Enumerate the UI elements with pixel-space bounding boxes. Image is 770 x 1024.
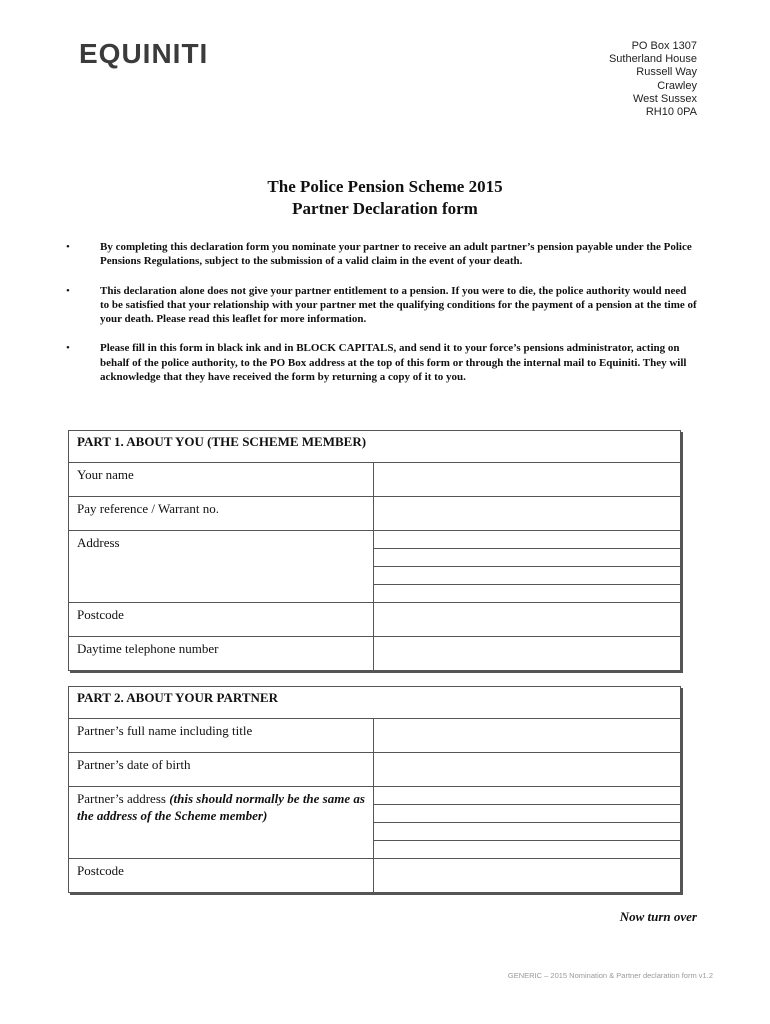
partner-name-label: Partner’s full name including title bbox=[69, 719, 374, 752]
postcode-field[interactable] bbox=[374, 603, 680, 636]
address-line: Russell Way bbox=[636, 66, 697, 79]
part2-table bbox=[68, 686, 681, 893]
address-field[interactable] bbox=[374, 531, 680, 602]
your-name-field[interactable] bbox=[374, 463, 680, 496]
address-line: West Sussex bbox=[633, 92, 697, 105]
pay-reference-row bbox=[69, 496, 680, 530]
address-line: RH10 0PA bbox=[645, 106, 697, 119]
daytime-phone-row bbox=[69, 636, 680, 670]
turn-over-note: Now turn over bbox=[619, 909, 697, 924]
partner-dob-field[interactable] bbox=[374, 753, 680, 786]
equiniti-logo: EQUINITI bbox=[79, 38, 209, 69]
daytime-phone-field[interactable] bbox=[374, 637, 680, 670]
instruction-item: • Please fill in this form in black ink and in BLOCK CAPITALS, and send it to your force’s pensions administrator, acting on behalf of the police authority, to the PO Box address at the top of this form or through the internal mail to Equiniti. They will acknowledge that they have received the form by returning a copy of it to you. bbox=[66, 342, 687, 384]
partner-name-field[interactable] bbox=[374, 719, 680, 752]
address-line: Crawley bbox=[657, 79, 697, 92]
partner-dob-row bbox=[69, 752, 680, 786]
partner-address-row bbox=[69, 786, 680, 858]
document-reference: GENERIC – 2015 Nomination & Partner declaration form v1.2 bbox=[507, 971, 713, 980]
address-line: PO Box 1307 bbox=[631, 40, 697, 52]
address-line-field[interactable] bbox=[374, 566, 680, 584]
pay-reference-label: Pay reference / Warrant no. bbox=[69, 497, 374, 530]
your-name-row bbox=[69, 463, 680, 496]
part1-table bbox=[68, 430, 681, 671]
your-name-label: Your name bbox=[69, 463, 374, 496]
bullet-icon: • bbox=[66, 241, 70, 253]
address-line-field[interactable] bbox=[374, 531, 680, 548]
address-line: Sutherland House bbox=[608, 53, 697, 66]
address-label: Address bbox=[69, 531, 374, 602]
pay-reference-field[interactable] bbox=[374, 497, 680, 530]
postcode-label: Postcode bbox=[69, 603, 374, 636]
postcode-row bbox=[69, 602, 680, 636]
address-line-field[interactable] bbox=[374, 822, 680, 840]
partner-address-note: (this should normally be the same as the address of the Scheme member) bbox=[77, 791, 365, 823]
title-line-1: The Police Pension Scheme 2015 bbox=[267, 177, 503, 196]
address-row bbox=[69, 530, 680, 602]
partner-postcode-field[interactable] bbox=[374, 859, 680, 892]
document-title bbox=[0, 176, 770, 220]
partner-name-row bbox=[69, 719, 680, 752]
part1-title: PART 1. ABOUT YOU (THE SCHEME MEMBER) bbox=[69, 431, 680, 463]
address-line-field[interactable] bbox=[374, 548, 680, 566]
address-line-field[interactable] bbox=[374, 804, 680, 822]
address-line-field[interactable] bbox=[374, 840, 680, 858]
return-address bbox=[609, 40, 697, 119]
partner-postcode-label: Postcode bbox=[69, 859, 374, 892]
title-line-2: Partner Declaration form bbox=[292, 199, 478, 218]
part2-title: PART 2. ABOUT YOUR PARTNER bbox=[69, 687, 680, 719]
bullet-icon: • bbox=[66, 342, 70, 355]
address-line-field[interactable] bbox=[374, 584, 680, 602]
instruction-item: • By completing this declaration form you nominate your partner to receive an adult partner’s pension payable under the Police Pensions Regulations, subject to the submission of a valid claim in the event of your death. bbox=[66, 241, 692, 268]
partner-address-field[interactable] bbox=[374, 787, 680, 858]
instruction-item: • This declaration alone does not give your partner entitlement to a pension. If you were to die, the police authority would need to be satisfied that your relationship with your partner met the qualifying conditions for the payment of a pension at the time of your death. Please read this leaflet for more information. bbox=[66, 284, 697, 326]
bullet-icon: • bbox=[66, 284, 70, 297]
partner-dob-label: Partner’s date of birth bbox=[69, 753, 374, 786]
partner-address-label: Partner’s address (this should normally be the same as the address of the Scheme member) bbox=[69, 787, 374, 858]
address-line-field[interactable] bbox=[374, 787, 680, 804]
instructions-list bbox=[64, 240, 698, 399]
daytime-phone-label: Daytime telephone number bbox=[69, 637, 374, 670]
partner-postcode-row bbox=[69, 858, 680, 892]
